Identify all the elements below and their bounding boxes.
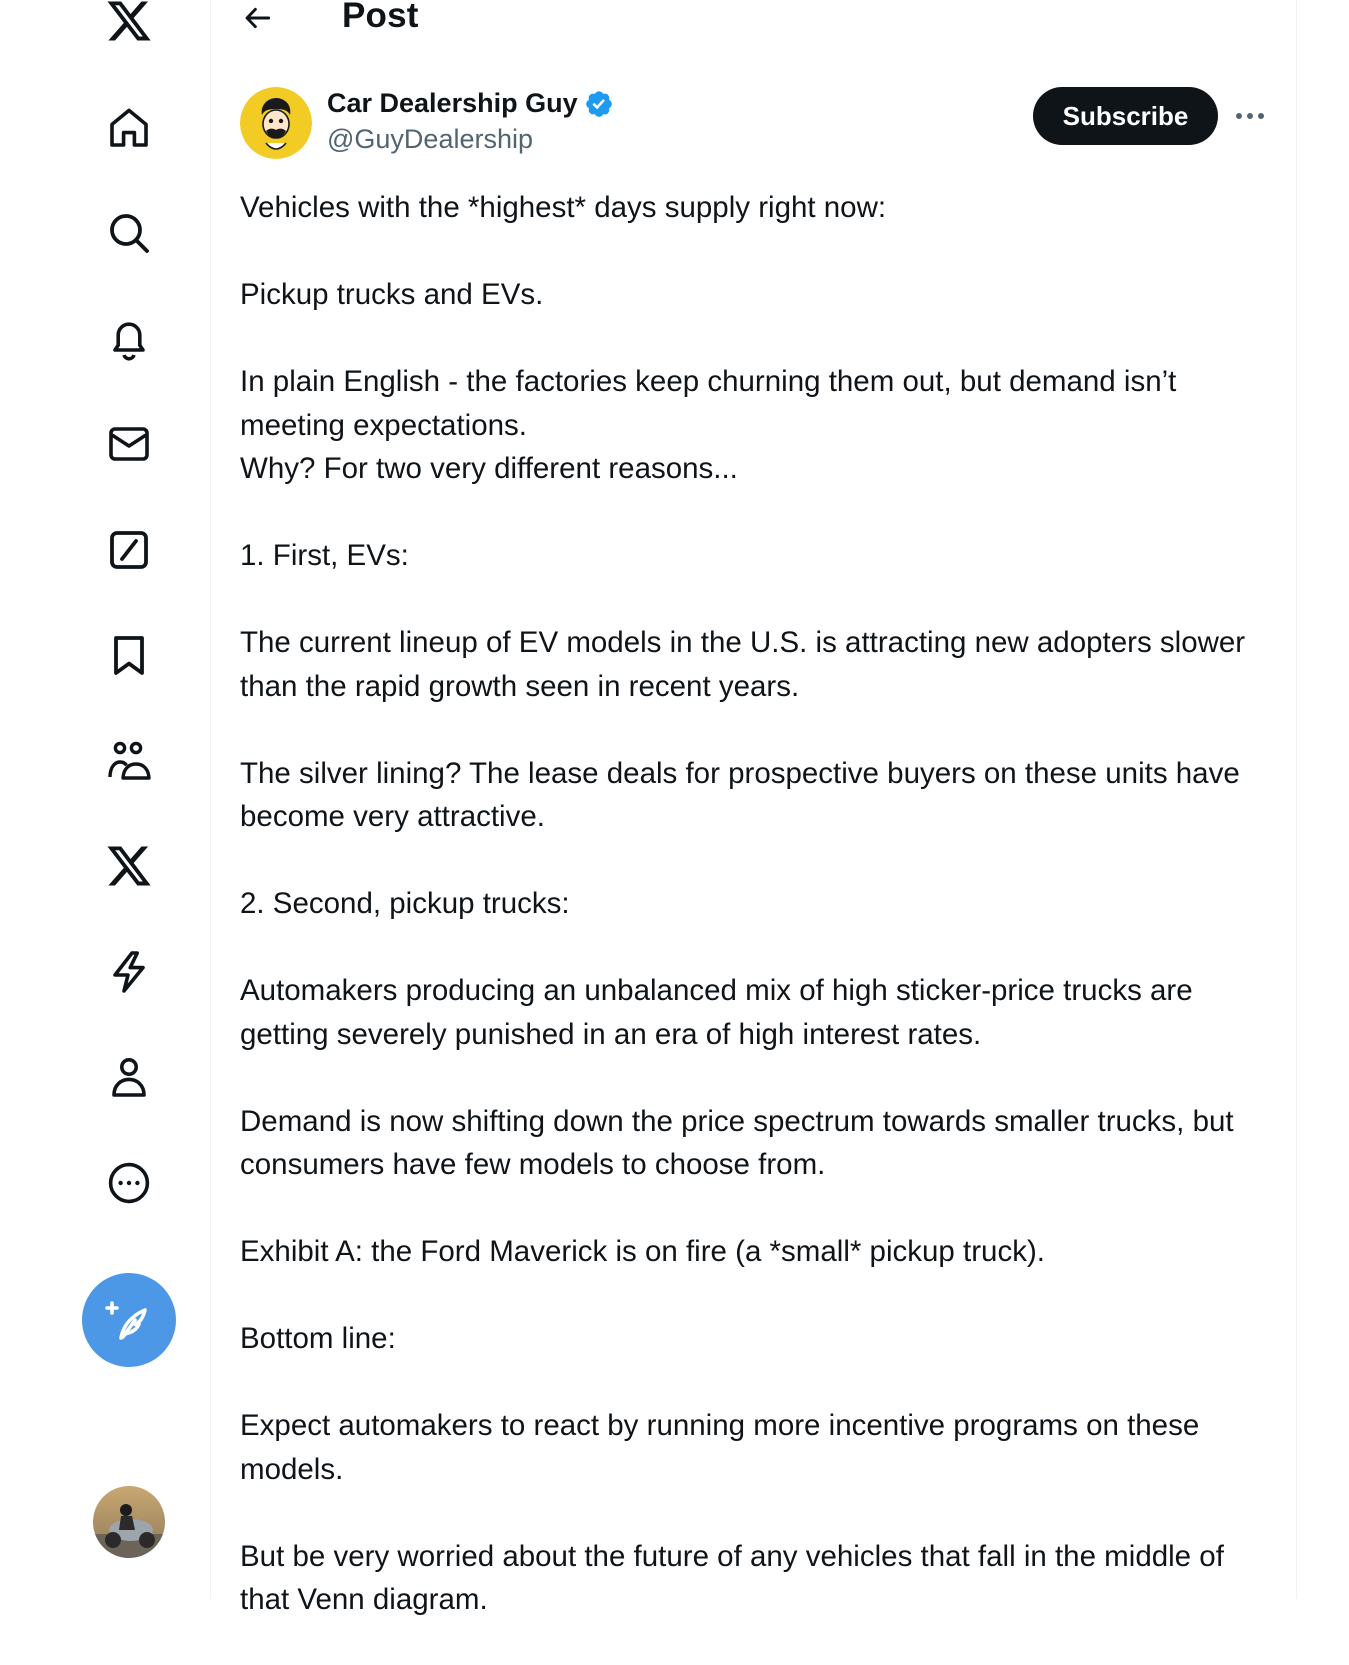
page-title: Post [342, 0, 419, 35]
post-paragraph: In plain English - the factories keep churning them out, but demand isn’t meeting expectations. Why? For two very different reasons... [240, 365, 1177, 485]
verified-orgs-icon[interactable] [96, 939, 162, 1005]
post-paragraph: 1. First, EVs: [240, 539, 409, 572]
profile-icon[interactable] [96, 1044, 162, 1110]
premium-x-icon[interactable] [96, 833, 162, 899]
communities-icon[interactable] [96, 728, 162, 794]
mail-icon[interactable] [96, 411, 162, 477]
more-circle-icon[interactable] [96, 1150, 162, 1216]
column-divider-right [1296, 0, 1297, 1599]
post-paragraph: Demand is now shifting down the price spectrum towards smaller trucks, but consumers have few models to choose from. [240, 1104, 1234, 1181]
author-name-row [327, 88, 614, 119]
post-text [240, 186, 1270, 1665]
post-paragraph: Expect automakers to react by running more incentive programs on these models. [240, 1409, 1200, 1486]
search-icon[interactable] [96, 200, 162, 266]
ellipsis-icon [1234, 111, 1266, 121]
post-paragraph: Pickup trucks and EVs. [240, 278, 544, 311]
post-paragraph: Vehicles with the *highest* days supply right now: [240, 191, 887, 224]
home-icon[interactable] [96, 95, 162, 161]
bell-icon[interactable] [96, 306, 162, 372]
account-avatar[interactable] [93, 1486, 165, 1558]
more-options-button[interactable] [1232, 100, 1268, 132]
back-button[interactable] [240, 0, 276, 36]
post-paragraph: 2. Second, pickup trucks: [240, 887, 570, 920]
author-handle[interactable]: @GuyDealership [327, 124, 533, 154]
compose-button[interactable] [82, 1273, 176, 1367]
post-paragraph: Automakers producing an unbalanced mix of high sticker-price trucks are getting severely punished in an era of high interest rates. [240, 974, 1193, 1051]
post-paragraph: Exhibit A: the Ford Maverick is on fire (a *small* pickup truck). [240, 1235, 1045, 1268]
author-name[interactable]: Car Dealership Guy [327, 88, 578, 118]
post-paragraph: But be very worried about the future of any vehicles that fall in the middle of that Venn diagram. [240, 1539, 1224, 1616]
post-paragraph: The current lineup of EV models in the U.S. is attracting new adopters slower than the rapid growth seen in recent years. [240, 626, 1246, 703]
column-divider-left [210, 0, 211, 1599]
arrow-left-icon [242, 2, 274, 34]
bookmark-icon[interactable] [96, 622, 162, 688]
left-nav [0, 0, 210, 1599]
x-logo-icon[interactable] [96, 0, 162, 54]
compose-feather-icon [105, 1296, 153, 1344]
post-paragraph: Bottom line: [240, 1322, 396, 1355]
subscribe-button[interactable]: Subscribe [1033, 87, 1218, 145]
verified-badge-icon[interactable] [584, 89, 614, 119]
post-paragraph: The silver lining? The lease deals for prospective buyers on these units have become very attractive. [240, 756, 1240, 833]
grok-icon[interactable] [96, 517, 162, 583]
author-avatar[interactable] [240, 87, 312, 159]
